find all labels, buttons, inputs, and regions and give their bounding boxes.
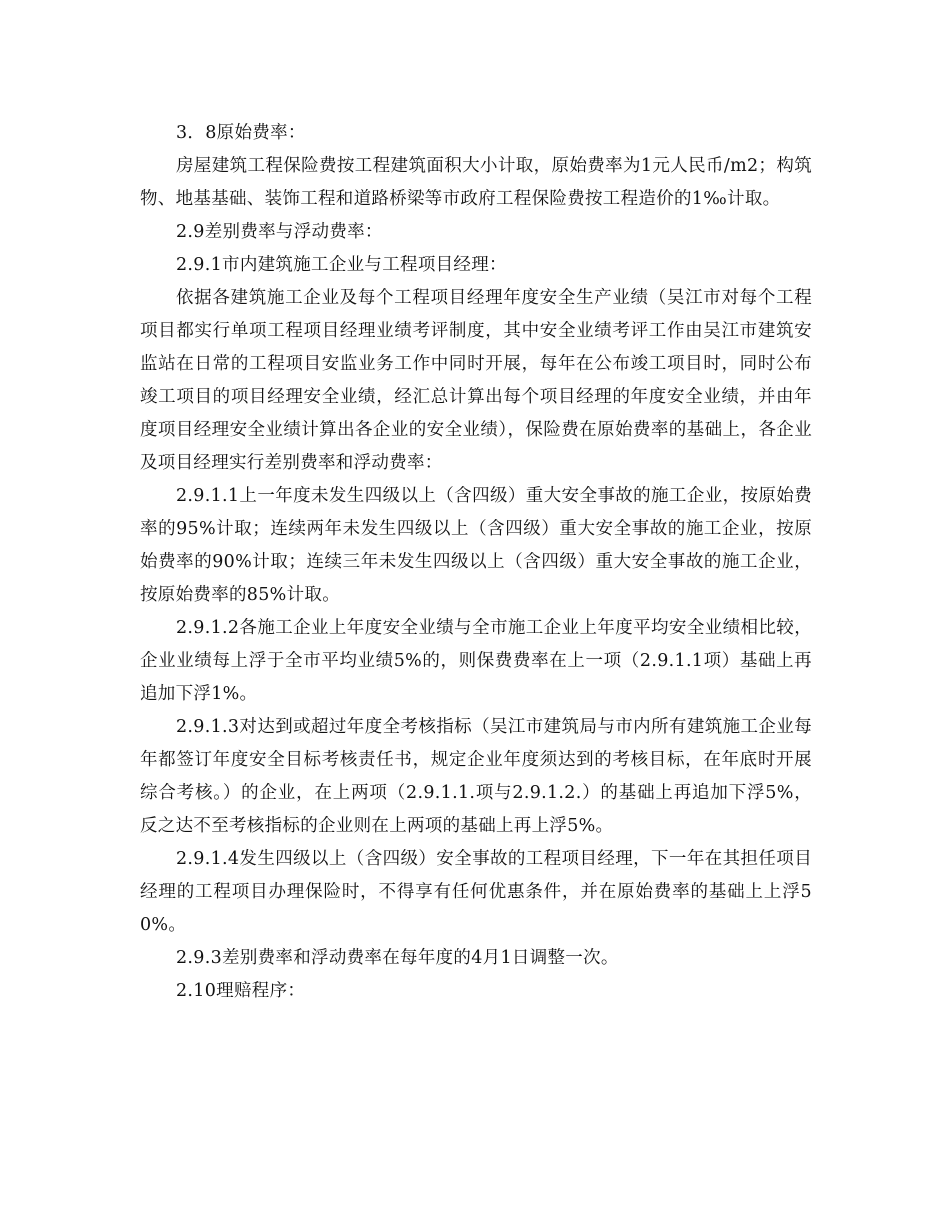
paragraph-2-9-1-2: 2.9.1.2各施工企业上年度安全业绩与全市施工企业上年度平均安全业绩相比较，企业业绩每上浮于全市平均业绩5%的，则保费费率在上一项（2.9.1.1项）基础上再追加下浮1%。: [140, 618, 812, 704]
paragraph-safety-performance: 依据各建筑施工企业及每个工程项目经理年度安全生产业绩（吴江市对每个工程项目都实行单项工程项目经理业绩考评制度，其中安全业绩考评工作由吴江市建筑安监站在日常的工程项目安监业务工作中同时开展，每年在公布竣工项目时，同时公布竣工项目的项目经理安全业绩，经汇总计算出每个项目经理的年度安全业绩，并由年度项目经理安全业绩计算出各企业的安全业绩），保险费在原始费率的基础上，各企业及项目经理实行差别费率和浮动费率：: [140, 288, 812, 473]
section-heading-3-8: 3．8原始费率：: [176, 123, 306, 143]
section-heading-2-10: 2.10理赔程序：: [176, 981, 306, 1001]
paragraph-2-9-1-4: 2.9.1.4发生四级以上（含四级）安全事故的工程项目经理，下一年在其担任项目经理的工程项目办理保险时，不得享有任何优惠条件，并在原始费率的基础上上浮50%。: [140, 849, 812, 935]
paragraph-2-9-3: 2.9.3差别费率和浮动费率在每年度的4月1日调整一次。: [176, 948, 619, 968]
paragraph-base-rate: 房屋建筑工程保险费按工程建筑面积大小计取，原始费率为1元人民币/m2；构筑物、地基基础、装饰工程和道路桥梁等市政府工程保险费按工程造价的1‰计取。: [140, 156, 812, 209]
section-heading-2-9: 2.9差别费率与浮动费率：: [176, 222, 383, 242]
paragraph-2-9-1-3: 2.9.1.3对达到或超过年度全考核指标（吴江市建筑局与市内所有建筑施工企业每年都签订年度安全目标考核责任书，规定企业年度须达到的考核目标，在年底时开展综合考核。）的企业，在上两项（2.9.1.1.项与2.9.1.2.）的基础上再追加下浮5%，反之达不至考核指标的企业则在上两项的基础上再上浮5%。: [140, 717, 812, 836]
section-heading-2-9-1: 2.9.1市内建筑施工企业与工程项目经理：: [176, 255, 507, 275]
document-body: [140, 117, 812, 1008]
paragraph-2-9-1-1: 2.9.1.1上一年度未发生四级以上（含四级）重大安全事故的施工企业，按原始费率的95%计取；连续两年未发生四级以上（含四级）重大安全事故的施工企业，按原始费率的90%计取；连续三年未发生四级以上（含四级）重大安全事故的施工企业，按原始费率的85%计取。: [140, 486, 812, 605]
